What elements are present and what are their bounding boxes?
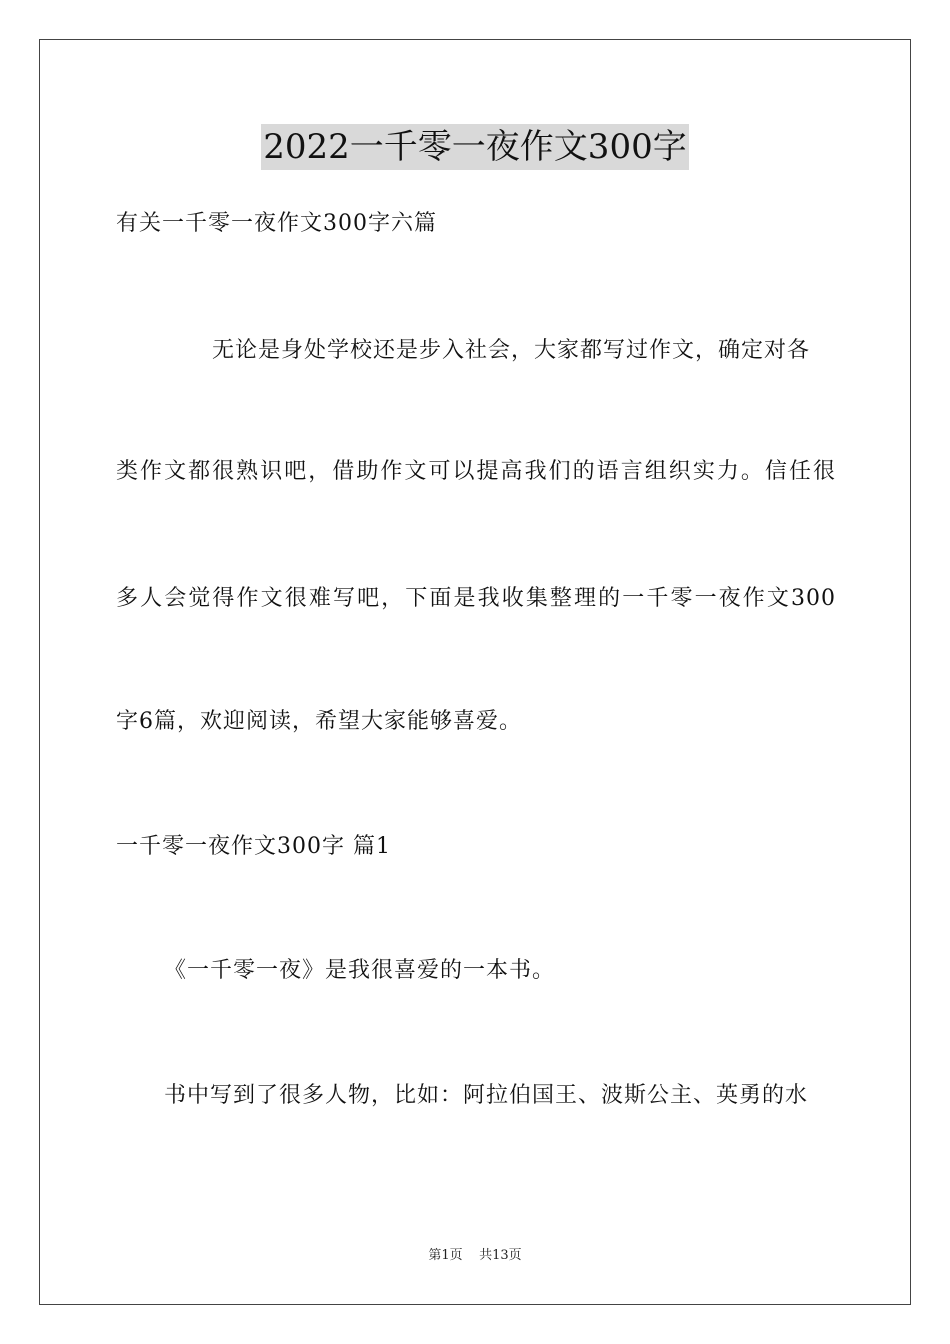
page-footer: 第1页 共13页 <box>428 1248 522 1263</box>
paragraph-line: 类作文都很熟识吧，借助作文可以提高我们的语言组织实力。信任很 <box>116 459 836 484</box>
section-line: 书中写到了很多人物，比如：阿拉伯国王、波斯公主、英勇的水 <box>164 1083 809 1108</box>
paragraph-line: 字6篇，欢迎阅读，希望大家能够喜爱。 <box>116 709 522 734</box>
title-container <box>0 124 950 170</box>
document-title: 2022一千零一夜作文300字 <box>261 124 688 170</box>
section-line: 《一千零一夜》是我很喜爱的一本书。 <box>164 958 556 983</box>
paragraph-line: 无论是身处学校还是步入社会，大家都写过作文，确定对各 <box>212 338 811 363</box>
paragraph-line: 多人会觉得作文很难写吧，下面是我收集整理的一千零一夜作文300 <box>116 586 836 611</box>
document-subtitle: 有关一千零一夜作文300字六篇 <box>116 211 437 236</box>
section-heading: 一千零一夜作文300字 篇1 <box>116 834 391 859</box>
